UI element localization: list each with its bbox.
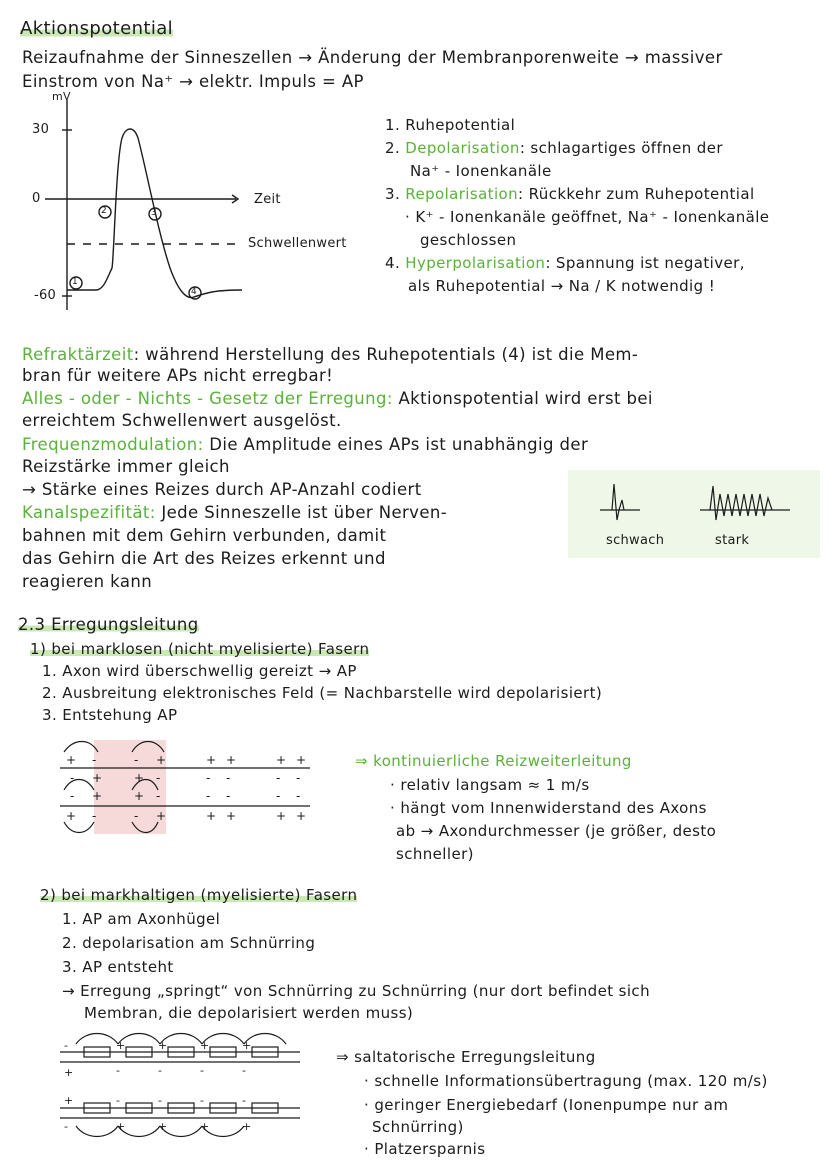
threshold-label: Schwellenwert <box>248 236 347 251</box>
marker-2-label: 2 <box>101 206 107 216</box>
svg-text:-: - <box>156 789 161 803</box>
phase-item-cont: Na⁺ - Ionenkanäle <box>410 162 552 180</box>
svg-text:+: + <box>200 1039 210 1052</box>
sub2-step: 2. depolarisation am Schnürring <box>62 934 316 952</box>
intro-line-1: Reizaufnahme der Sinneszellen → Änderung der Membranporenweite → massiver <box>22 48 723 67</box>
sub2-bullet: Schnürring) <box>372 1118 464 1136</box>
svg-text:+: + <box>158 1120 168 1133</box>
svg-text:+: + <box>242 1120 252 1133</box>
marker-1-label: 1 <box>72 277 78 287</box>
phase-item-cont: als Ruhepotential → Na / K notwendig ! <box>408 277 716 295</box>
sub2-heading: 2) bei markhaltigen (myelisierte) Fasern <box>40 886 358 904</box>
svg-text:-: - <box>276 771 281 785</box>
svg-text:+: + <box>156 809 167 823</box>
section-heading: 2.3 Erregungsleitung <box>18 615 199 634</box>
marker-3-label: 3 <box>151 208 157 218</box>
sub1-bullet: schneller) <box>396 845 474 863</box>
refraktaer-line-2: bran für weitere APs nicht erregbar! <box>22 366 334 385</box>
marker-4-label: 4 <box>191 287 197 297</box>
svg-text:-: - <box>296 789 301 803</box>
svg-text:+: + <box>226 809 237 823</box>
svg-text:+: + <box>276 809 287 823</box>
kanal-line-2: bahnen mit dem Gehirn verbunden, damit <box>22 526 387 545</box>
svg-text:-: - <box>70 771 75 785</box>
svg-text:+: + <box>92 771 103 785</box>
sub2-step: 3. AP entsteht <box>62 958 174 976</box>
svg-text:+: + <box>66 809 77 823</box>
frequenz-line-1: Frequenzmodulation: Die Amplitude eines APs ist unabhängig der <box>22 435 589 454</box>
svg-text:+: + <box>296 753 307 767</box>
kanal-line-4: reagieren kann <box>22 572 153 591</box>
svg-text:+: + <box>66 753 77 767</box>
svg-text:-: - <box>200 1064 204 1077</box>
svg-text:-: - <box>226 789 231 803</box>
y-unit-label: mV <box>52 90 71 103</box>
svg-text:+: + <box>200 1120 210 1133</box>
jump-arc <box>76 1126 118 1137</box>
y-tick-label-30: 30 <box>32 122 50 137</box>
svg-text:+: + <box>116 1039 126 1052</box>
svg-text:+: + <box>134 771 145 785</box>
x-axis-label: Zeit <box>254 192 281 207</box>
svg-text:+: + <box>276 753 287 767</box>
svg-text:-: - <box>134 753 139 767</box>
sub1-bullet: · relativ langsam ≈ 1 m/s <box>390 776 590 794</box>
alles-line-1: Alles - oder - Nichts - Gesetz der Erregung: Aktionspotential wird erst bei <box>22 389 653 408</box>
phase-item: 4. Hyperpolarisation: Spannung ist negativer, <box>385 254 745 272</box>
svg-text:+: + <box>134 789 145 803</box>
phase-item: 3. Repolarisation: Rückkehr zum Ruhepotential <box>385 185 755 203</box>
sub2-bullet: · Platzersparnis <box>364 1140 486 1158</box>
svg-text:+: + <box>242 1039 252 1052</box>
kanal-line-3: das Gehirn die Art des Reizes erkennt und <box>22 549 386 568</box>
sub2-step: Membran, die depolarisiert werden muss) <box>84 1004 414 1022</box>
svg-text:+: + <box>64 1066 74 1079</box>
svg-text:-: - <box>64 1039 68 1052</box>
sub2-step: → Erregung „springt“ von Schnürring zu Schnürring (nur dort befindet sich <box>62 982 650 1000</box>
phase-item: 1. Ruhepotential <box>385 116 516 134</box>
svg-text:-: - <box>158 1094 162 1107</box>
svg-text:+: + <box>64 1094 74 1107</box>
alles-line-2: erreichtem Schwellenwert ausgelöst. <box>22 411 342 430</box>
svg-text:+: + <box>116 1120 126 1133</box>
sub2-bullet: · schnelle Informationsübertragung (max. 120 m/s) <box>364 1072 768 1090</box>
svg-text:-: - <box>116 1094 120 1107</box>
phase-item-cont: geschlossen <box>420 231 517 249</box>
svg-text:-: - <box>92 809 97 823</box>
svg-text:-: - <box>242 1094 246 1107</box>
y-tick-label-0: 0 <box>32 191 41 206</box>
svg-text:-: - <box>296 771 301 785</box>
phase-item: 2. Depolarisation: schlagartiges öffnen der <box>385 139 723 157</box>
svg-text:-: - <box>116 1064 120 1077</box>
sub1-step: 1. Axon wird überschwellig gereizt → AP <box>42 662 357 680</box>
svg-text:+: + <box>156 753 167 767</box>
svg-text:-: - <box>206 771 211 785</box>
svg-text:+: + <box>206 809 217 823</box>
sub2-bullet: · geringer Energiebedarf (Ionenpumpe nur am <box>364 1096 729 1114</box>
svg-text:+: + <box>158 1039 168 1052</box>
kanal-line-1: Kanalspezifität: Jede Sinneszelle ist über Nerven- <box>22 503 448 522</box>
sub2-step: 1. AP am Axonhügel <box>62 910 221 928</box>
svg-text:-: - <box>158 1064 162 1077</box>
sub1-result: ⇒ kontinuierliche Reizweiterleitung <box>355 752 632 770</box>
svg-text:+: + <box>206 753 217 767</box>
y-tick-label-minus-60: -60 <box>34 288 57 303</box>
svg-text:+: + <box>296 809 307 823</box>
weak-label: schwach <box>606 533 665 548</box>
frequenz-line-2: Reizstärke immer gleich <box>22 457 230 476</box>
svg-text:-: - <box>64 1120 68 1133</box>
sub1-heading: 1) bei marklosen (nicht myelisierte) Fasern <box>30 640 370 658</box>
svg-text:+: + <box>92 789 103 803</box>
phase-item-cont: · K⁺ - Ionenkanäle geöffnet, Na⁺ - Ionenkanäle <box>405 208 770 226</box>
strong-label: stark <box>715 533 750 548</box>
sub1-bullet: · hängt vom Innenwiderstand des Axons <box>390 799 707 817</box>
svg-text:-: - <box>70 789 75 803</box>
sub1-bullet: ab → Axondurchmesser (je größer, desto <box>396 822 717 840</box>
page-title: Aktionspotential <box>20 18 174 39</box>
sub2-result: ⇒ saltatorische Erregungsleitung <box>336 1048 596 1066</box>
jump-arc <box>76 1034 118 1045</box>
refraktaer-line-1: Refraktärzeit: während Herstellung des Ruhepotentials (4) ist die Mem- <box>22 345 639 364</box>
svg-text:-: - <box>156 771 161 785</box>
svg-text:+: + <box>226 753 237 767</box>
intro-line-2: Einstrom von Na⁺ → elektr. Impuls = AP <box>22 72 364 91</box>
svg-text:-: - <box>200 1094 204 1107</box>
frequenz-line-3: → Stärke eines Reizes durch AP-Anzahl codiert <box>22 480 422 499</box>
svg-text:-: - <box>226 771 231 785</box>
svg-text:-: - <box>92 753 97 767</box>
svg-text:-: - <box>242 1064 246 1077</box>
svg-text:-: - <box>276 789 281 803</box>
sub1-step: 2. Ausbreitung elektronisches Feld (= Nachbarstelle wird depolarisiert) <box>42 684 603 702</box>
svg-text:-: - <box>134 809 139 823</box>
sub1-step: 3. Entstehung AP <box>42 706 178 724</box>
svg-text:-: - <box>206 789 211 803</box>
